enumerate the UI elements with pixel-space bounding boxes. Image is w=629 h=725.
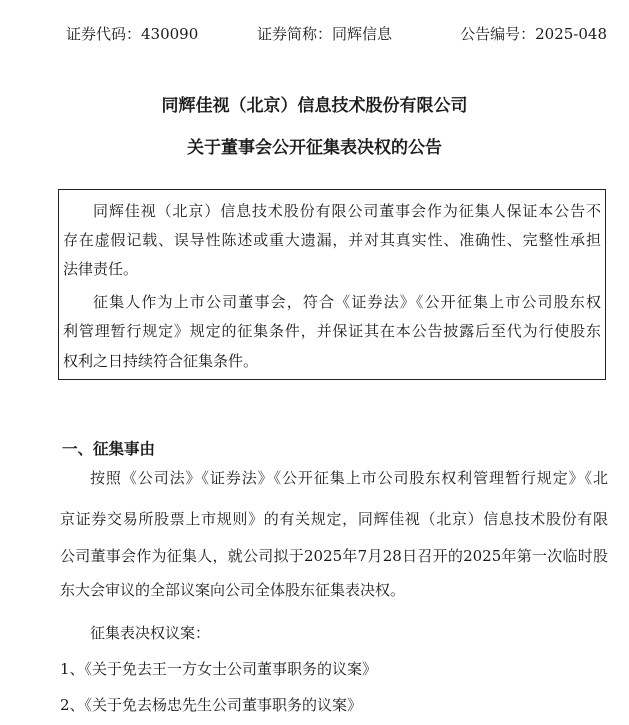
announcement-title: 关于董事会公开征集表决权的公告 xyxy=(187,138,442,158)
header-row xyxy=(66,23,607,43)
declaration-line: 权利之日持续符合征集条件。 xyxy=(63,352,259,370)
company-title: 同辉佳视（北京）信息技术股份有限公司 xyxy=(161,96,468,116)
stock-abbreviation: 证券简称：同辉信息 xyxy=(257,25,393,43)
proposal-item: 1、《关于免去王一方女士公司董事职务的议案》 xyxy=(60,660,378,678)
declaration-line: 同辉佳视（北京）信息技术股份有限公司董事会作为征集人保证本公告不 xyxy=(93,202,601,220)
declaration-line: 征集人作为上市公司董事会，符合《证券法》《公开征集上市公司股东权 xyxy=(93,293,601,311)
declaration-line: 法律责任。 xyxy=(63,260,139,278)
proposal-item: 2、《关于免去杨忠先生公司董事职务的议案》 xyxy=(60,696,363,714)
body-line: 公司董事会作为征集人，就公司拟于2025年7月28日召开的2025年第一次临时股 xyxy=(60,547,608,565)
body-line: 按照《公司法》《证券法》《公开征集上市公司股东权利管理暂行规定》《北 xyxy=(90,469,608,487)
section-heading: 一、征集事由 xyxy=(62,439,156,458)
proposals-label: 征集表决权议案： xyxy=(90,624,211,642)
stock-code: 证券代码：430090 xyxy=(66,25,199,43)
declaration-line: 存在虚假记载、误导性陈述或重大遗漏，并对其真实性、准确性、完整性承担 xyxy=(63,231,601,249)
announcement-number: 公告编号：2025-048 xyxy=(460,25,607,43)
body-line: 东大会审议的全部议案向公司全体股东征集表决权。 xyxy=(60,581,406,599)
declaration-line: 利管理暂行规定》规定的征集条件，并保证其在本公告披露后至代为行使股东 xyxy=(63,322,601,340)
body-line: 京证券交易所股票上市规则》的有关规定，同辉佳视（北京）信息技术股份有限 xyxy=(60,510,608,528)
